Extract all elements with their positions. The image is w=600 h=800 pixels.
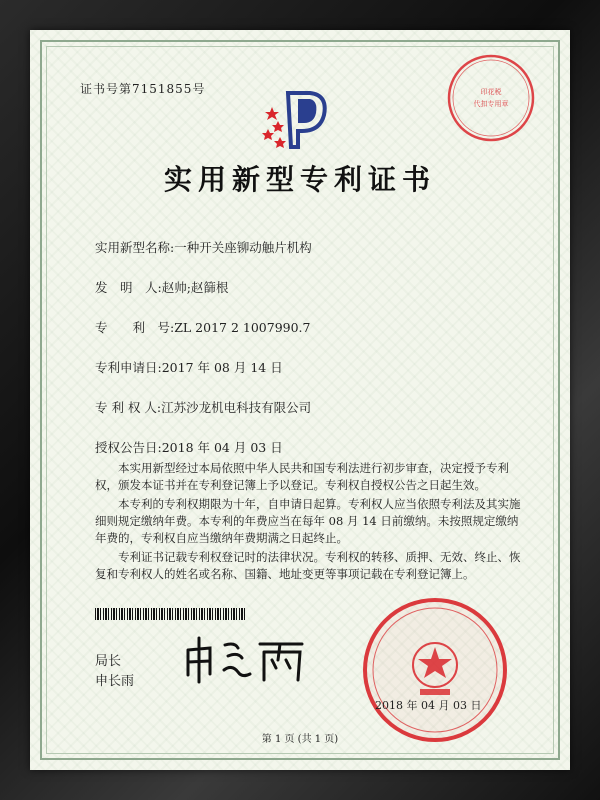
page-footer: 第 1 页 (共 1 页)	[261, 734, 339, 745]
certificate-number: 证书号第7151855号	[80, 82, 206, 96]
field-label: 授权公告日:	[95, 440, 162, 455]
field-label: 专利申请日:	[95, 360, 162, 375]
field-value: 江苏沙龙机电科技有限公司	[161, 400, 312, 415]
field-label: 专 利 权 人:	[95, 400, 162, 415]
paragraph-term: 本专利的专利权期限为十年，自申请日起算。专利权人应当依照专利法及其实施细则规定缴纳年费。本专利的年费应当在每年 08 月 14 日前缴纳。未按照规定缴纳年费的，专利权自应当缴纳年费期满之日起终止。	[95, 497, 521, 545]
svg-text:印花税: 印花税	[480, 88, 502, 96]
handwritten-signature	[180, 630, 310, 685]
paragraph-grant: 本实用新型经过本局依照中华人民共和国专利法进行初步审查，决定授予专利权，颁发本证书并在专利登记簿上予以登记。专利权自授权公告之日起生效。	[95, 461, 509, 492]
field-patentee	[95, 398, 311, 416]
field-value: ZL 2017 2 1007990.7	[174, 320, 311, 335]
field-name	[95, 238, 312, 256]
signature-role: 局长	[95, 654, 122, 669]
certificate-paper	[30, 30, 570, 770]
svg-text:代扣专用章: 代扣专用章	[473, 100, 509, 108]
paragraph-legal-status: 专利证书记载专利权登记时的法律状况。专利权的转移、质押、无效、终止、恢复和专利权人的姓名或名称、国籍、地址变更等事项记载在专利登记簿上。	[95, 550, 521, 581]
field-application-date	[95, 358, 283, 376]
field-value: 一种开关座铆动触片机构	[174, 240, 312, 255]
field-inventor	[95, 278, 228, 296]
field-patent-number	[95, 318, 311, 336]
tax-seal-stamp	[445, 52, 537, 144]
field-value: 2018 年 04 月 03 日	[161, 440, 283, 455]
signature-name: 申长雨	[95, 674, 135, 689]
field-label: 实用新型名称:	[95, 240, 175, 255]
cnipa-official-seal	[360, 595, 510, 745]
field-label: 专 利 号:	[95, 320, 175, 335]
certificate-title: 实用新型专利证书	[163, 163, 436, 196]
field-value: 2017 年 08 月 14 日	[161, 360, 283, 375]
field-value: 赵帅;赵篩根	[161, 280, 229, 295]
field-label: 发 明 人:	[95, 280, 162, 295]
barcode	[95, 608, 245, 620]
cnipa-logo-icon	[258, 85, 338, 155]
seal-date: 2018 年 04 月 03 日	[375, 699, 482, 712]
field-grant-date	[95, 438, 283, 456]
